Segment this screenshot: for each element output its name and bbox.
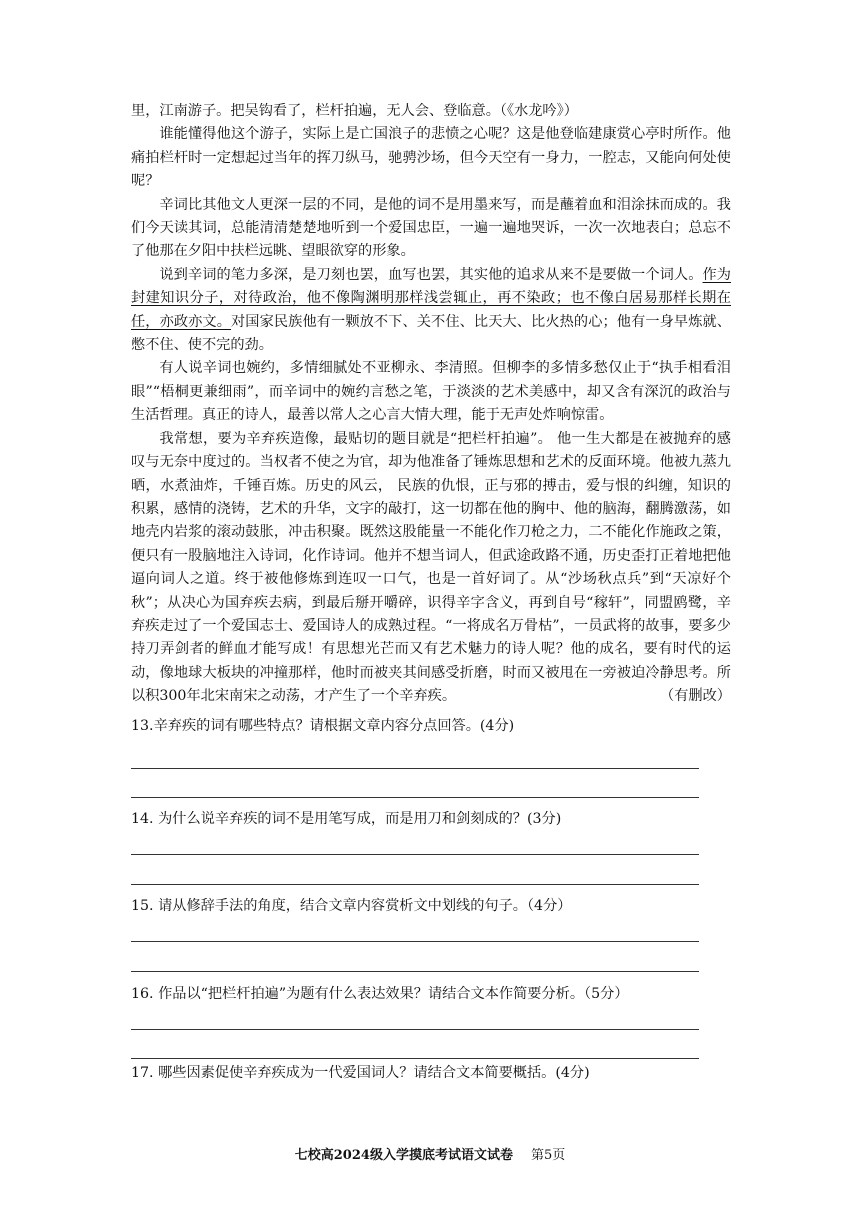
question-13: 13.辛弃疾的词有哪些特点？请根据文章内容分点回答。(4分) bbox=[131, 718, 515, 734]
passage-paragraph-4-start: 说到辛词的笔力多深，是刀刻也罢，血写也罢，其实他的追求从来不是要做一个词人。 bbox=[159, 266, 703, 283]
answer-line[interactable] bbox=[131, 1029, 699, 1030]
reading-passage bbox=[131, 100, 731, 709]
answer-line[interactable] bbox=[131, 797, 699, 798]
question-16: 16. 作品以“把栏杆拍遍”为题有什么表达效果？请结合文本作简要分析。（5分） bbox=[131, 986, 629, 1002]
answer-line[interactable] bbox=[131, 941, 699, 942]
source-note: （有删改） bbox=[660, 688, 731, 705]
passage-paragraph-3: 辛词比其他文人更深一层的不同，是他的词不是用墨来写，而是蘸着血和泪涂抹而成的。我们今天读其词，总能清清楚楚地听到一个爱国忠臣，一遍一遍地哭诉，一次一次地表白；总忘不了他那在夕阳中扶栏远眺、望眼欲穿的形象。 bbox=[131, 196, 731, 260]
answer-line[interactable] bbox=[131, 1058, 699, 1059]
page-number: 第5页 bbox=[530, 1148, 566, 1163]
underlined-sentence: 作为封建知识分子，对待政治，他不像陶渊明那样浅尝辄止，再不染政；也不像白居易那样长期在任，亦政亦文。 bbox=[131, 266, 731, 330]
passage-paragraph-1: 里，江南游子。把吴钩看了，栏杆拍遍，无人会、登临意。（《水龙吟》） bbox=[131, 103, 578, 119]
exam-title: 七校高2024级入学摸底考试语文试卷 bbox=[294, 1148, 513, 1163]
passage-paragraph-2: 谁能懂得他这个游子，实际上是亡国浪子的悲愤之心呢？这是他登临建康赏心亭时所作。他痛拍栏杆时一定想起过当年的挥刀纵马，驰骋沙场，但今天空有一身力，一腔志，又能向何处使呢？ bbox=[131, 126, 731, 190]
passage-paragraph-6 bbox=[131, 428, 731, 709]
passage-paragraph-4-end: 对国家民族他有一颗放不下、关不住、比天大、比火热的心；他有一身早炼就、憋不住、使不完的劲。 bbox=[131, 313, 731, 354]
passage-paragraph-4 bbox=[131, 264, 731, 358]
question-14: 14. 为什么说辛弃疾的词不是用笔写成，而是用刀和剑刻成的？(3分) bbox=[131, 811, 562, 827]
answer-line[interactable] bbox=[131, 854, 699, 855]
question-15: 15. 请从修辞手法的角度，结合文章内容赏析文中划线的句子。（4分） bbox=[131, 898, 572, 914]
answer-line[interactable] bbox=[131, 971, 699, 972]
passage-paragraph-6-text: 我常想，要为辛弃疾造像，最贴切的题目就是“把栏杆拍遍”。 他一生大都是在被抛弃的感叹与无奈中度过的。当权者不使之为官，却为他准备了锤炼思想和艺术的反面环境。他被九蒸九晒，水煮油炸，千锤百炼。历史的风云， 民族的仇恨，正与邪的搏击，爱与恨的纠缠，知识的积累，感情的浇铸，艺术的升华，文字的敲打，这一切都在他的胸中、他的脑海，翻腾激荡，如地壳内岩浆的滚动鼓胀，冲击积聚。既然这股能量一不能化作刀枪之力，二不能化作施政之策，便只有一股脑地注入诗词，化作诗词。他并不想当词人，但武途政路不通，历史歪打正着地把他逼向词人之道。终于被他修炼到连叹一口气，也是一首好词了。从“沙场秋点兵”到“天凉好个秋”；从决心为国弃疾去病，到最后掰开嚼碎，识得辛字含义，再到自号“稼轩”，同盟鸥鹭，辛弃疾走过了一个爱国志士、爱国诗人的成熟过程。“一将成名万骨枯”，一员武将的故事，要多少持刀弄剑者的鲜血才能写成！有思想光芒而又有艺术魅力的诗人呢？他的成名，要有时代的运动，像地球大板块的冲撞那样，他时而被夹其间感受折磨，时而又被甩在一旁被迫冷静思考。所以积300年北宋南宋之动荡，才产生了一个辛弃疾。 bbox=[131, 430, 731, 705]
passage-paragraph-5: 有人说辛词也婉约，多情细腻处不亚柳永、李清照。但柳李的多情多愁仅止于“执手相看泪眼”“梧桐更兼细雨”，而辛词中的婉约言愁之笔，于淡淡的艺术美感中，却又含有深沉的政治与生活哲理。真正的诗人，最善以常人之心言大情大理，能于无声处炸响惊雷。 bbox=[131, 360, 731, 424]
answer-line[interactable] bbox=[131, 768, 699, 769]
page-footer bbox=[0, 1146, 860, 1166]
question-17: 17. 哪些因素促使辛弃疾成为一代爱国词人？请结合文本简要概括。(4分) bbox=[131, 1065, 590, 1081]
answer-line[interactable] bbox=[131, 884, 699, 885]
